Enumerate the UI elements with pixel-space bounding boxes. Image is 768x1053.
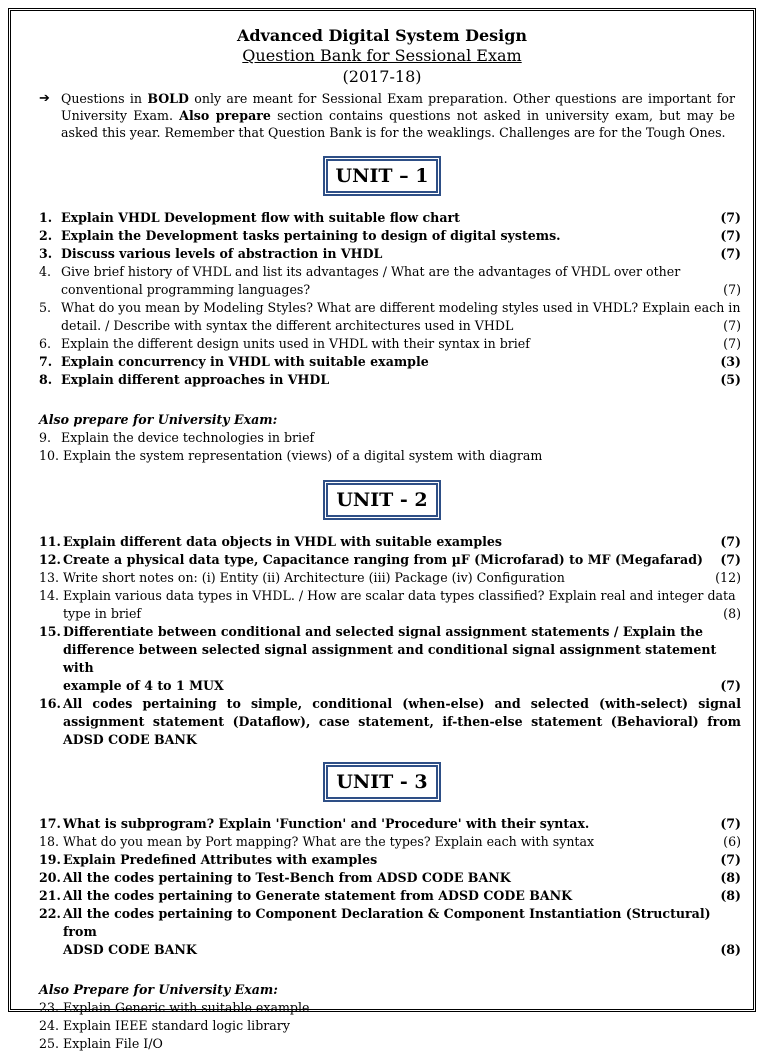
question-marks: (7)	[723, 318, 741, 333]
question-marks: (12)	[715, 570, 741, 585]
question-number: 23.	[39, 1000, 60, 1015]
question-number: 24.	[39, 1018, 60, 1033]
arrow-icon: ➔	[39, 91, 50, 106]
question-item	[39, 905, 741, 959]
question-text: Give brief history of VHDL and list its advantages / What are the advantages of VHDL over other	[61, 264, 681, 279]
question-marks: (7)	[723, 282, 741, 297]
question-marks: (7)	[720, 852, 741, 867]
question-text: Explain File I/O	[63, 1036, 163, 1051]
question-bank-page	[8, 8, 756, 1051]
question-text: Explain Generic with suitable example	[63, 1000, 310, 1015]
instruction-note	[39, 90, 735, 141]
question-marks: (8)	[723, 606, 741, 621]
question-item	[39, 569, 741, 587]
question-text-continued: ADSD CODE BANK	[63, 942, 197, 957]
question-item	[39, 887, 741, 905]
instruction-text: Questions in BOLD only are meant for Sessional Exam preparation. Other questions are important for University Exam. Also prepare section contains questions not asked in university exam, but may be asked this year. Remember that Question Bank is for the weaklings. Challenges are for the Tough Ones.	[61, 91, 735, 140]
question-text: Explain the system representation (views) of a digital system with diagram	[63, 448, 543, 463]
question-number: 6.	[39, 336, 52, 351]
question-text: All the codes pertaining to Test-Bench from ADSD CODE BANK	[63, 870, 511, 885]
unit-heading: UNIT - 2	[326, 483, 437, 517]
question-marks: (8)	[720, 870, 741, 885]
question-marks: (8)	[720, 942, 741, 957]
question-item	[39, 623, 741, 695]
question-marks: (7)	[720, 246, 741, 261]
question-item	[39, 869, 741, 887]
question-marks: (7)	[720, 552, 741, 567]
question-item	[39, 833, 741, 851]
question-text: What is subprogram? Explain 'Function' and 'Procedure' with their syntax.	[63, 816, 590, 831]
question-number: 17.	[39, 816, 61, 831]
question-text: All the codes pertaining to Generate statement from ADSD CODE BANK	[63, 888, 573, 903]
unit-heading: UNIT – 1	[326, 159, 439, 193]
question-item	[39, 245, 741, 263]
question-item	[39, 695, 741, 749]
question-item	[39, 209, 741, 227]
question-item	[39, 815, 741, 833]
question-text: All the codes pertaining to Component Declaration & Component Instantiation (Structural) from	[63, 906, 711, 939]
question-number: 13.	[39, 570, 60, 585]
question-number: 22.	[39, 906, 61, 921]
question-item	[39, 533, 741, 551]
question-text: What do you mean by Modeling Styles? What are different modeling styles used in VHDL? Explain each in	[61, 300, 741, 315]
question-number: 5.	[39, 300, 52, 315]
question-item	[39, 447, 741, 465]
question-list	[39, 209, 741, 389]
question-text: Explain VHDL Development flow with suitable flow chart	[61, 210, 460, 225]
question-marks: (7)	[720, 210, 741, 225]
question-number: 19.	[39, 852, 61, 867]
units-container	[11, 159, 753, 1053]
also-prepare-list	[39, 999, 741, 1053]
question-item	[39, 429, 741, 447]
question-text: Explain the Development tasks pertaining to design of digital systems.	[61, 228, 561, 243]
question-marks: (6)	[723, 834, 741, 849]
question-text: What do you mean by Port mapping? What are the types? Explain each with syntax	[63, 834, 595, 849]
question-marks: (8)	[720, 888, 741, 903]
question-number: 7.	[39, 354, 53, 369]
question-number: 20.	[39, 870, 61, 885]
question-text: Explain Predefined Attributes with examples	[63, 852, 378, 867]
question-text: Explain different approaches in VHDL	[61, 372, 330, 387]
question-marks: (7)	[720, 816, 741, 831]
question-number: 25.	[39, 1036, 60, 1051]
question-number: 9.	[39, 430, 52, 445]
question-text: Explain different data objects in VHDL with suitable examples	[63, 534, 503, 549]
question-marks: (3)	[720, 354, 741, 369]
question-number: 11.	[39, 534, 61, 549]
question-text-continued: detail. / Describe with syntax the different architectures used in VHDL	[61, 318, 514, 333]
document-subtitle: Question Bank for Sessional Exam	[242, 46, 522, 65]
question-number: 10.	[39, 448, 60, 463]
question-text: Discuss various levels of abstraction in VHDL	[61, 246, 383, 261]
question-number: 21.	[39, 888, 61, 903]
question-marks: (7)	[720, 228, 741, 243]
question-text: Explain the different design units used in VHDL with their syntax in brief	[61, 336, 530, 351]
question-text: Explain IEEE standard logic library	[63, 1018, 290, 1033]
question-item	[39, 551, 741, 569]
document-header	[11, 26, 753, 88]
question-item	[39, 851, 741, 869]
question-text: Write short notes on: (i) Entity (ii) Architecture (iii) Package (iv) Configuration	[63, 570, 565, 585]
question-number: 4.	[39, 264, 52, 279]
question-item	[39, 371, 741, 389]
question-number: 3.	[39, 246, 53, 261]
unit-heading: UNIT - 3	[326, 765, 437, 799]
question-text: Differentiate between conditional and selected signal assignment statements / Explain the difference between selected signal assignment and conditional signal assignment statement with	[63, 624, 717, 675]
question-item	[39, 1035, 741, 1053]
unit-section	[11, 483, 753, 749]
question-item	[39, 227, 741, 245]
question-marks: (5)	[720, 372, 741, 387]
unit-section	[11, 765, 753, 1053]
question-text-continued: conventional programming languages?	[61, 282, 311, 297]
question-text: Create a physical data type, Capacitance ranging from µF (Microfarad) to MF (Megafarad)	[63, 552, 703, 567]
question-text-continued: example of 4 to 1 MUX	[63, 678, 224, 693]
question-item	[39, 587, 741, 623]
question-number: 14.	[39, 588, 60, 603]
question-number: 16.	[39, 696, 61, 711]
also-prepare-list	[39, 429, 741, 465]
question-text: Explain concurrency in VHDL with suitable example	[61, 354, 429, 369]
unit-section	[11, 159, 753, 465]
document-title: Advanced Digital System Design	[236, 26, 528, 45]
question-number: 18.	[39, 834, 60, 849]
question-list	[39, 815, 741, 959]
question-item	[39, 299, 741, 335]
question-number: 2.	[39, 228, 53, 243]
question-marks: (7)	[720, 678, 741, 693]
question-text: Explain the device technologies in brief	[61, 430, 315, 445]
question-number: 12.	[39, 552, 61, 567]
question-item	[39, 1017, 741, 1035]
academic-year: (2017-18)	[342, 67, 422, 86]
question-text: Explain various data types in VHDL. / How are scalar data types classified? Explain real and integer data	[63, 588, 736, 603]
question-number: 8.	[39, 372, 53, 387]
question-marks: (7)	[720, 534, 741, 549]
question-item	[39, 263, 741, 299]
question-item	[39, 999, 741, 1017]
question-item	[39, 353, 741, 371]
question-number: 15.	[39, 624, 61, 639]
question-list	[39, 533, 741, 749]
question-item	[39, 335, 741, 353]
question-text-continued: type in brief	[63, 606, 142, 621]
question-marks: (7)	[723, 336, 741, 351]
also-prepare-heading: Also prepare for University Exam:	[39, 412, 278, 427]
question-text: All codes pertaining to simple, conditional (when-else) and selected (with-select) signal assignment statement (Dataflow), case statement, if-then-else statement (Behavioral) from ADSD CODE BANK	[63, 696, 741, 747]
also-prepare-heading: Also Prepare for University Exam:	[39, 982, 278, 997]
question-number: 1.	[39, 210, 53, 225]
